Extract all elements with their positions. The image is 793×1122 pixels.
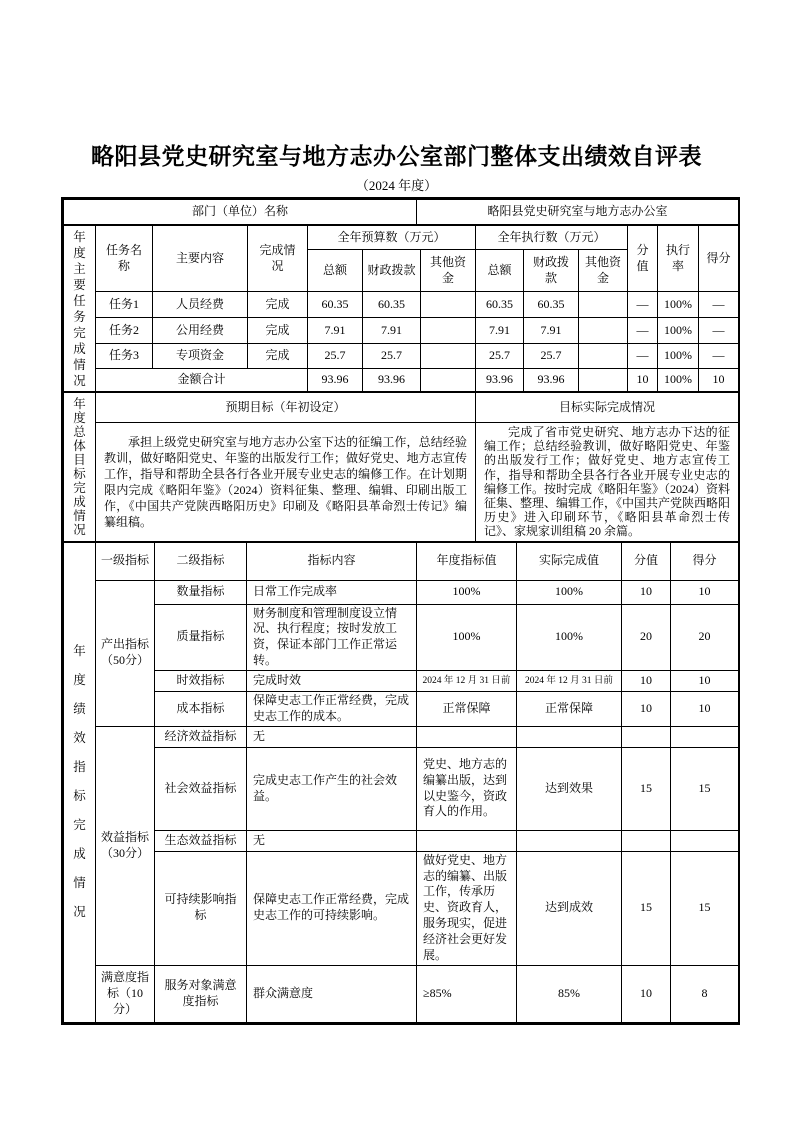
annual-target-cell: 100% <box>417 604 517 670</box>
col-header-score2: 得分 <box>671 542 739 580</box>
weight-cell: 10 <box>622 580 671 604</box>
s1-side-label <box>64 226 96 392</box>
indicator-row <box>64 726 739 747</box>
actual-value-cell: 100% <box>517 604 622 670</box>
indicator-row <box>64 670 739 691</box>
weight-cell: 10 <box>622 670 671 691</box>
task-name-cell: 任务2 <box>96 318 153 344</box>
actual-value-cell <box>517 726 622 747</box>
s1-header-row-1 <box>64 226 739 250</box>
doc-title: 略阳县党史研究室与地方志办公室部门整体支出绩效自评表 <box>91 143 702 169</box>
score-cell: 15 <box>671 851 739 965</box>
col-header-score: 得分 <box>699 226 739 292</box>
task-content-cell: 专项资金 <box>153 344 248 369</box>
level2-indicator-cell: 时效指标 <box>155 670 247 691</box>
exec-fiscal-cell: 7.91 <box>524 318 579 344</box>
annual-tasks-table <box>63 225 739 392</box>
task-name-cell: 任务3 <box>96 344 153 369</box>
dept-row <box>64 200 739 225</box>
task-status-cell: 完成 <box>248 344 308 369</box>
exec-total-cell: 7.91 <box>476 318 524 344</box>
exec-other-cell <box>579 369 628 392</box>
col-header-exec-rate: 执行率 <box>658 226 699 292</box>
actual-value-cell: 100% <box>517 580 622 604</box>
actual-value-cell <box>517 830 622 851</box>
task-row <box>64 318 739 344</box>
weight-cell <box>622 726 671 747</box>
level2-indicator-cell: 经济效益指标 <box>155 726 247 747</box>
doc-subtitle: （2024 年度） <box>355 178 438 193</box>
annual-target-cell: 做好党史、地方志的编纂、出版工作，传承历史、资政育人，服务现实，促进经济社会更好发展。 <box>417 851 517 965</box>
amount-total-row <box>64 369 739 392</box>
actual-value-cell: 达到成效 <box>517 851 622 965</box>
score-cell <box>671 830 739 851</box>
level2-indicator-cell: 社会效益指标 <box>155 747 247 830</box>
level2-indicator-cell: 生态效益指标 <box>155 830 247 851</box>
col-header-exec-other: 其他资金 <box>579 250 628 292</box>
weight-cell: 15 <box>622 747 671 830</box>
col-header-weight2: 分值 <box>622 542 671 580</box>
col-header-exec-total: 总额 <box>476 250 524 292</box>
amount-total-label-cell: 金额合计 <box>96 369 308 392</box>
indicator-group-output: 产出指标（50分） <box>96 580 155 726</box>
annual-target-cell <box>417 830 517 851</box>
score-cell: 20 <box>671 604 739 670</box>
task-row <box>64 344 739 369</box>
task-name-cell: 任务1 <box>96 292 153 318</box>
indicator-content-cell: 无 <box>247 726 417 747</box>
indicator-row <box>64 580 739 604</box>
level2-indicator-cell: 可持续影响指标 <box>155 851 247 965</box>
col-header-annual-execution-group: 全年执行数（万元） <box>476 226 628 250</box>
budget-total-cell: 25.7 <box>308 344 363 369</box>
indicator-content-cell: 无 <box>247 830 417 851</box>
col-header-annual-budget-group: 全年预算数（万元） <box>308 226 476 250</box>
annual-target-cell <box>417 726 517 747</box>
col-header-indicator-content: 指标内容 <box>247 542 417 580</box>
exec-fiscal-cell: 93.96 <box>524 369 579 392</box>
indicator-content-cell: 财务制度和管理制度设立情况、执行程度；按时发放工资，保证本部门工作正常运转。 <box>247 604 417 670</box>
exec-other-cell <box>579 344 628 369</box>
level2-indicator-cell: 服务对象满意度指标 <box>155 965 247 1022</box>
exec-fiscal-cell: 25.7 <box>524 344 579 369</box>
col-header-level2: 二级指标 <box>155 542 247 580</box>
col-header-main-content: 主要内容 <box>153 226 248 292</box>
score-cell: 15 <box>671 747 739 830</box>
indicator-group-benefit: 效益指标（30分） <box>96 726 155 965</box>
score-cell: — <box>699 344 739 369</box>
exec-other-cell <box>579 318 628 344</box>
col-header-annual-target: 年度指标值 <box>417 542 517 580</box>
task-row <box>64 292 739 318</box>
indicator-row <box>64 830 739 851</box>
weight-cell: 10 <box>622 691 671 726</box>
budget-total-cell: 7.91 <box>308 318 363 344</box>
s2-header-row <box>64 393 739 423</box>
actual-value-cell: 85% <box>517 965 622 1022</box>
exec-rate-cell: 100% <box>658 369 699 392</box>
actual-value-cell: 达到效果 <box>517 747 622 830</box>
indicator-row <box>64 604 739 670</box>
budget-total-cell: 60.35 <box>308 292 363 318</box>
score-cell: 8 <box>671 965 739 1022</box>
indicator-content-cell: 完成时效 <box>247 670 417 691</box>
indicator-content-cell: 完成史志工作产生的社会效益。 <box>247 747 417 830</box>
indicator-group-satisfaction: 满意度指标（10分） <box>96 965 155 1022</box>
expected-goal-text: 承担上级党史研究室与地方志办公室下达的征编工作，总结经验教训，做好略阳党史、年鉴的出版发行工作；做好党史、地方志宣传工作，指导和帮助全县各行各业开展专业史志的编修工作。在计划期限内完成《略阳年鉴》（2024）资料征集、整理、编辑、印刷出版工作，《中国共产党陕西略阳历史》印刷及《略阳县革命烈士传记》编纂组稿。 <box>96 423 476 542</box>
s3-side-label-text: 年度绩效指标完成情况 <box>73 644 86 920</box>
s2-side-label <box>64 393 96 542</box>
budget-total-cell: 93.96 <box>308 369 363 392</box>
indicator-content-cell: 群众满意度 <box>247 965 417 1022</box>
exec-rate-cell: 100% <box>658 318 699 344</box>
indicator-row <box>64 965 739 1022</box>
annual-target-cell: 100% <box>417 580 517 604</box>
indicator-row <box>64 747 739 830</box>
budget-other-cell <box>421 344 476 369</box>
score-cell: 10 <box>671 670 739 691</box>
indicator-row <box>64 851 739 965</box>
weight-cell: — <box>628 318 658 344</box>
budget-other-cell <box>421 369 476 392</box>
col-header-task-name: 任务名称 <box>96 226 153 292</box>
budget-other-cell <box>421 292 476 318</box>
budget-fiscal-cell: 93.96 <box>363 369 421 392</box>
actual-goal-text: 完成了省市党史研究、地方志办下达的征编工作；总结经验教训，做好略阳党史、年鉴的出版发行工作；做好党史、地方志宣传工作，指导和帮助全县各行各业开展专业史志的编修工作。按时完成《略阳年鉴》（2024）资料征集、整理、编辑工作，《中国共产党陕西略阳历史》进入印刷环节，《略阳县革命烈士传记》、家规家训组稿 20 余篇。 <box>476 423 739 542</box>
score-cell: 10 <box>671 580 739 604</box>
self-evaluation-table <box>61 197 740 1025</box>
score-cell: — <box>699 318 739 344</box>
score-cell <box>671 726 739 747</box>
weight-cell: — <box>628 292 658 318</box>
s3-side-label <box>64 542 96 1022</box>
exec-rate-cell: 100% <box>658 292 699 318</box>
weight-cell: — <box>628 344 658 369</box>
expected-goal-header: 预期目标（年初设定） <box>96 393 476 423</box>
exec-total-cell: 25.7 <box>476 344 524 369</box>
score-cell: — <box>699 292 739 318</box>
s1-side-label-text: 年度主要任务完成情况 <box>73 229 86 388</box>
annual-target-cell: ≥85% <box>417 965 517 1022</box>
actual-value-cell: 正常保障 <box>517 691 622 726</box>
indicator-content-cell: 保障史志工作正常经费，完成史志工作的可持续影响。 <box>247 851 417 965</box>
s2-side-label-text: 年度总体目标完成情况 <box>73 396 86 537</box>
exec-other-cell <box>579 292 628 318</box>
col-header-weight: 分值 <box>628 226 658 292</box>
annual-target-cell: 党史、地方志的编纂出版，达到以史鉴今，资政育人的作用。 <box>417 747 517 830</box>
col-header-actual-value: 实际完成值 <box>517 542 622 580</box>
s2-content-row <box>64 423 739 542</box>
weight-cell: 15 <box>622 851 671 965</box>
task-status-cell: 完成 <box>248 318 308 344</box>
weight-cell: 10 <box>622 965 671 1022</box>
indicator-row <box>64 691 739 726</box>
level2-indicator-cell: 数量指标 <box>155 580 247 604</box>
actual-goal-header: 目标实际完成情况 <box>476 393 739 423</box>
dept-row-table <box>63 199 739 225</box>
annual-goals-table <box>63 392 739 542</box>
performance-indicators-table <box>63 542 739 1023</box>
indicator-content-cell: 保障史志工作正常经费，完成史志工作的成本。 <box>247 691 417 726</box>
dept-name-value: 略阳县党史研究室与地方志办公室 <box>417 200 739 225</box>
exec-rate-cell: 100% <box>658 344 699 369</box>
indicator-content-cell: 日常工作完成率 <box>247 580 417 604</box>
col-header-exec-fiscal: 财政拨款 <box>524 250 579 292</box>
task-content-cell: 公用经费 <box>153 318 248 344</box>
level2-indicator-cell: 成本指标 <box>155 691 247 726</box>
budget-other-cell <box>421 318 476 344</box>
col-header-completion-status: 完成情况 <box>248 226 308 292</box>
budget-fiscal-cell: 7.91 <box>363 318 421 344</box>
weight-cell <box>622 830 671 851</box>
task-status-cell: 完成 <box>248 292 308 318</box>
weight-cell: 10 <box>628 369 658 392</box>
s3-header-row <box>64 542 739 580</box>
exec-fiscal-cell: 60.35 <box>524 292 579 318</box>
dept-name-label: 部门（单位）名称 <box>64 200 417 225</box>
budget-fiscal-cell: 60.35 <box>363 292 421 318</box>
score-cell: 10 <box>671 691 739 726</box>
annual-target-cell: 正常保障 <box>417 691 517 726</box>
level2-indicator-cell: 质量指标 <box>155 604 247 670</box>
score-cell: 10 <box>699 369 739 392</box>
annual-target-cell: 2024 年 12 月 31 日前 <box>417 670 517 691</box>
exec-total-cell: 60.35 <box>476 292 524 318</box>
weight-cell: 20 <box>622 604 671 670</box>
budget-fiscal-cell: 25.7 <box>363 344 421 369</box>
col-header-level1: 一级指标 <box>96 542 155 580</box>
col-header-budget-fiscal: 财政拨款 <box>363 250 421 292</box>
exec-total-cell: 93.96 <box>476 369 524 392</box>
actual-value-cell: 2024 年 12 月 31 日前 <box>517 670 622 691</box>
col-header-budget-other: 其他资金 <box>421 250 476 292</box>
col-header-budget-total: 总额 <box>308 250 363 292</box>
task-content-cell: 人员经费 <box>153 292 248 318</box>
